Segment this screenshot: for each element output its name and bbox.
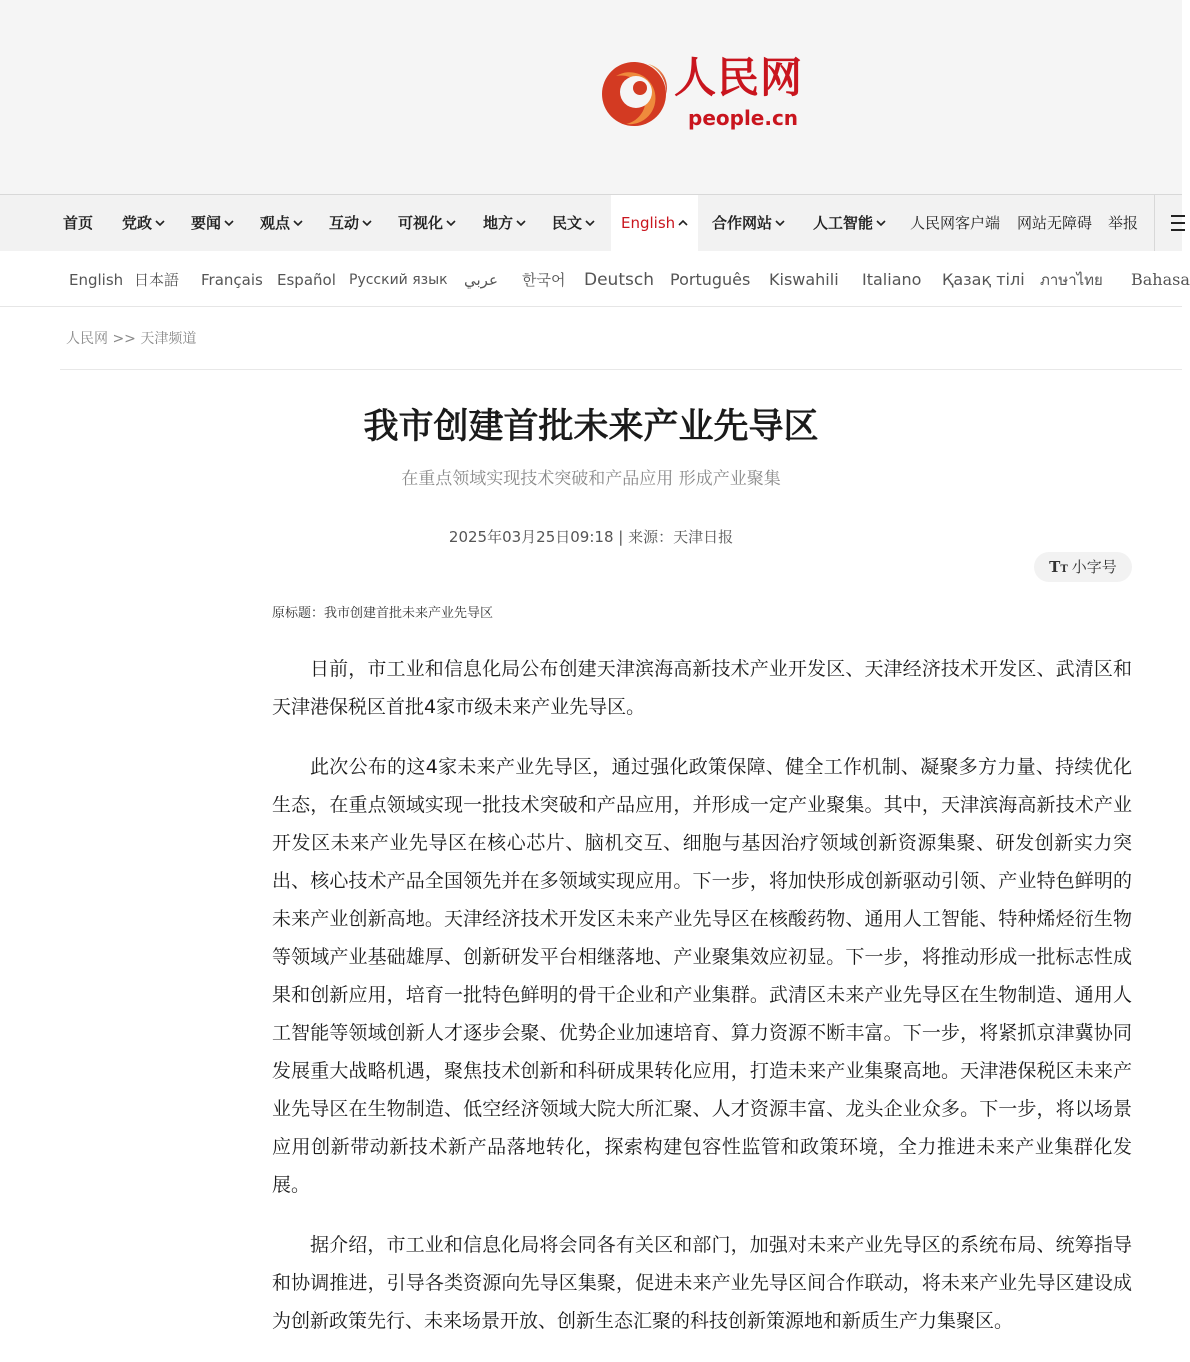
nav-item-opinion[interactable]: 观点: [260, 195, 303, 251]
hamburger-menu-icon[interactable]: [1154, 195, 1182, 251]
nav-item-accessibility[interactable]: 网站无障碍: [1017, 214, 1093, 232]
nav-item-report[interactable]: 举报: [1108, 214, 1139, 232]
article-paragraph: 日前，市工业和信息化局公布创建天津滨海高新技术产业开发区、天津经济技术开发区、武清区和天津港保税区首批4家市级未来产业先导区。: [272, 658, 1132, 718]
nav-item-english[interactable]: English: [611, 195, 698, 251]
lang-link-thai[interactable]: ภาษาไทย: [1040, 271, 1103, 289]
chevron-down-icon: [585, 218, 595, 228]
article-title: 我市创建首批未来产业先导区: [363, 407, 819, 447]
lang-link-arabic[interactable]: عربي: [464, 271, 498, 289]
lang-link-russian[interactable]: Русский язык: [349, 272, 448, 288]
chevron-down-icon: [516, 218, 526, 228]
lang-link-german[interactable]: Deutsch: [584, 270, 654, 290]
chevron-down-icon: [446, 218, 456, 228]
chevron-down-icon: [293, 218, 303, 228]
font-size-toggle-button[interactable]: [1034, 552, 1132, 582]
text-size-icon: TT: [1049, 558, 1068, 576]
original-title: 原标题：我市创建首批未来产业先导区: [272, 606, 494, 621]
article-meta: 2025年03月25日09:18 | 来源：天津日报: [448, 528, 734, 546]
people-cn-logo[interactable]: [596, 50, 826, 136]
main-navigation: [0, 194, 1182, 251]
article-body: [272, 650, 1132, 1362]
breadcrumb[interactable]: 人民网 >> 天津频道: [66, 331, 197, 347]
people-logo-mark-icon: [596, 54, 672, 130]
lang-link-spanish[interactable]: Español: [277, 271, 336, 289]
nav-item-client-app[interactable]: 人民网客户端: [910, 214, 1001, 232]
chevron-down-icon: [362, 218, 372, 228]
chevron-down-icon: [155, 218, 165, 228]
lang-link-english[interactable]: English: [69, 271, 124, 289]
nav-item-ai[interactable]: 人工智能: [813, 195, 886, 251]
logo-chinese-text: 人民网: [674, 53, 804, 102]
lang-link-portuguese[interactable]: Português: [670, 270, 751, 289]
font-size-label: 小字号: [1071, 558, 1117, 576]
lang-link-bahasa[interactable]: Bahasa: [1131, 270, 1190, 289]
nav-item-home[interactable]: 首页: [63, 214, 94, 232]
nav-item-ethnic-languages[interactable]: 民文: [552, 195, 595, 251]
article-paragraph: 此次公布的这4家未来产业先导区，通过强化政策保障、健全工作机制、凝聚多方力量、持续优化生态，在重点领域实现一批技术突破和产品应用，并形成一定产业聚集。其中，天津滨海高新技术产业开发区未来产业先导区在核心芯片、脑机交互、细胞与基因治疗领域创新资源集聚、研发创新实力突出、核心技术产品全国领先并在多领域实现应用。下一步，将加快形成创新驱动引领、产业特色鲜明的未来产业创新高地。天津经济技术开发区未来产业先导区在核酸药物、通用人工智能、特种烯烃衍生物等领域产业基础雄厚、创新研发平台相继落地、产业聚集效应初显。下一步，将推动形成一批标志性成果和创新应用，培育一批特色鲜明的骨干企业和产业集群。武清区未来产业先导区在生物制造、通用人工智能等领域创新人才逐步会聚、优势企业加速培育、算力资源不断丰富。下一步，将紧抓京津冀协同发展重大战略机遇，聚焦技术创新和科研成果转化应用，打造未来产业集聚高地。天津港保税区未来产业先导区在生物制造、低空经济领域大院大所汇聚、人才资源丰富、龙头企业众多。下一步，将以场景应用创新带动新技术新产品落地转化，探索构建包容性监管和政策环境，全力推进未来产业集群化发展。: [272, 756, 1132, 1196]
chevron-down-icon: [224, 218, 234, 228]
nav-item-headlines[interactable]: 要闻: [191, 195, 234, 251]
content-divider: [60, 369, 1182, 370]
nav-item-party-politics[interactable]: 党政: [122, 195, 165, 251]
site-header: [0, 0, 1182, 194]
nav-item-visualization[interactable]: 可视化: [398, 195, 456, 251]
nav-item-partner-sites[interactable]: 合作网站: [712, 195, 785, 251]
lang-link-italian[interactable]: Italiano: [862, 270, 922, 289]
lang-link-japanese[interactable]: 日本語: [134, 271, 180, 289]
nav-item-local[interactable]: 地方: [483, 195, 526, 251]
language-bar: [0, 251, 1190, 307]
nav-item-interaction[interactable]: 互动: [329, 195, 372, 251]
article-paragraph: 据介绍，市工业和信息化局将会同各有关区和部门，加强对未来产业先导区的系统布局、统筹指导和协调推进，引导各类资源向先导区集聚，促进未来产业先导区间合作联动，将未来产业先导区建设成为创新政策先行、未来场景开放、创新生态汇聚的科技创新策源地和新质生产力集聚区。: [272, 1234, 1132, 1332]
lang-link-swahili[interactable]: Kiswahili: [769, 270, 839, 289]
chevron-up-icon: [678, 218, 688, 228]
lang-link-korean[interactable]: 한국어: [522, 271, 566, 289]
article-subtitle: 在重点领域实现技术突破和产品应用 形成产业聚集: [401, 469, 781, 489]
lang-link-kazakh[interactable]: Қазақ тілі: [942, 270, 1025, 289]
logo-english-text: people.cn: [688, 106, 799, 130]
lang-link-french[interactable]: Français: [201, 271, 263, 289]
chevron-down-icon: [876, 218, 886, 228]
chevron-down-icon: [775, 218, 785, 228]
